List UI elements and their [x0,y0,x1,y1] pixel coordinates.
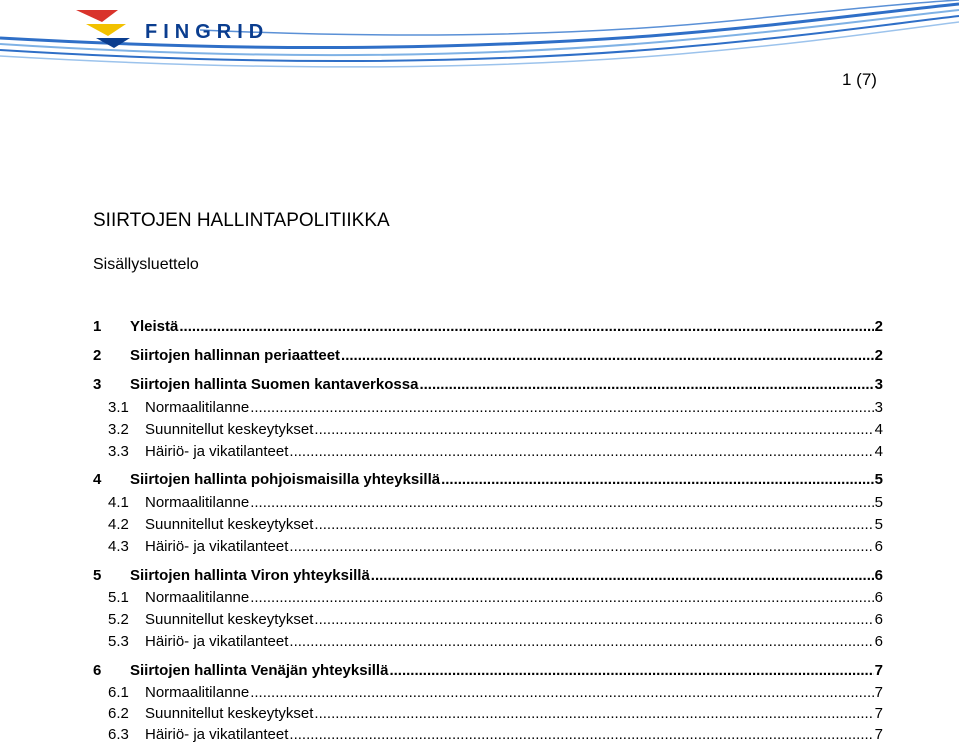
toc-entry-label: Siirtojen hallinnan periaatteet [130,347,341,364]
toc-entry-number: 5.3 [108,633,129,650]
toc-leader-dots [250,399,873,416]
toc-entry-label: Siirtojen hallinta Suomen kantaverkossa [130,376,419,393]
page-number: 1 (7) [842,70,877,89]
toc-entry-number: 6.2 [108,705,129,722]
toc-leader-dots [314,611,873,628]
toc-entry-number: 4.1 [108,494,129,511]
toc-entry-number: 4.2 [108,516,129,533]
toc-entry[interactable] [93,471,883,488]
document-title: SIIRTOJEN HALLINTAPOLITIIKKA [93,210,390,231]
toc-leader-dots [179,318,873,335]
toc-entry-label: Häiriö- ja vikatilanteet [145,726,289,743]
toc-leader-dots [289,633,873,650]
toc-entry[interactable] [93,538,883,555]
toc-entry[interactable] [93,726,883,743]
toc-entry[interactable] [93,516,883,533]
toc-entry-number: 3 [93,376,102,393]
toc-entry-page: 3 [874,376,883,393]
toc-entry-page: 3 [874,399,883,416]
toc-leader-dots [250,684,873,701]
toc-leader-dots [289,538,873,555]
toc-leader-dots [441,471,874,488]
toc-entry[interactable] [93,494,883,511]
toc-entry[interactable] [93,421,883,438]
toc-entry-page: 6 [874,611,883,628]
toc-leader-dots [314,705,873,722]
fingrid-stripes-graphic [0,0,959,80]
toc-entry[interactable] [93,611,883,628]
toc-entry-number: 4.3 [108,538,129,555]
toc-entry-label: Suunnitellut keskeytykset [145,516,314,533]
toc-entry[interactable] [93,633,883,650]
toc-entry-label: Siirtojen hallinta pohjoismaisilla yhteyksillä [130,471,441,488]
toc-entry-page: 7 [874,684,883,701]
toc-entry[interactable] [93,589,883,606]
toc-entry-page: 4 [874,421,883,438]
toc-entry-number: 1 [93,318,102,335]
toc-entry-label: Siirtojen hallinta Viron yhteyksillä [130,567,370,584]
toc-entry-page: 6 [874,567,883,584]
letterhead [0,0,959,80]
toc-leader-dots [250,494,873,511]
toc-entry-label: Häiriö- ja vikatilanteet [145,633,289,650]
toc-leader-dots [371,567,874,584]
toc-leader-dots [419,376,873,393]
toc-entry-page: 6 [874,538,883,555]
toc-entry[interactable] [93,443,883,460]
toc-entry-page: 7 [874,705,883,722]
toc-heading: Sisällysluettelo [93,256,199,273]
toc-entry-label: Normaalitilanne [145,494,250,511]
toc-entry-number: 6.3 [108,726,129,743]
toc-entry-page: 7 [874,726,883,743]
toc-entry-page: 7 [874,662,883,679]
toc-entry-label: Suunnitellut keskeytykset [145,705,314,722]
toc-entry-page: 5 [874,516,883,533]
toc-entry-page: 6 [874,589,883,606]
toc-entry[interactable] [93,705,883,722]
toc-entry-page: 2 [874,318,883,335]
toc-entry-label: Normaalitilanne [145,399,250,416]
toc-entry-number: 4 [93,471,102,488]
toc-entry-label: Normaalitilanne [145,684,250,701]
toc-leader-dots [389,662,873,679]
toc-entry-page: 4 [874,443,883,460]
toc-entry-label: Yleistä [130,318,179,335]
toc-leader-dots [250,589,873,606]
toc-entry[interactable] [93,376,883,393]
toc-entry[interactable] [93,318,883,335]
toc-entry-number: 6 [93,662,102,679]
toc-leader-dots [314,421,873,438]
toc-leader-dots [289,443,873,460]
toc-entry-number: 5.1 [108,589,129,606]
toc-entry[interactable] [93,399,883,416]
toc-entry[interactable] [93,567,883,584]
toc-entry[interactable] [93,662,883,679]
toc-entry-label: Häiriö- ja vikatilanteet [145,538,289,555]
toc-leader-dots [289,726,873,743]
toc-entry-label: Häiriö- ja vikatilanteet [145,443,289,460]
brand-wordmark: FINGRID [145,21,270,43]
toc-entry-number: 2 [93,347,102,364]
toc-entry-label: Suunnitellut keskeytykset [145,611,314,628]
toc-entry-page: 2 [874,347,883,364]
toc-entry-label: Siirtojen hallinta Venäjän yhteyksillä [130,662,389,679]
toc-leader-dots [341,347,874,364]
toc-leader-dots [314,516,873,533]
toc-entry-page: 5 [874,494,883,511]
toc-entry[interactable] [93,347,883,364]
toc-entry-number: 3.3 [108,443,129,460]
toc-entry-number: 6.1 [108,684,129,701]
toc-entry[interactable] [93,684,883,701]
toc-entry-number: 3.2 [108,421,129,438]
toc-entry-page: 6 [874,633,883,650]
toc-entry-label: Normaalitilanne [145,589,250,606]
toc-entry-label: Suunnitellut keskeytykset [145,421,314,438]
toc-entry-number: 3.1 [108,399,129,416]
toc-entry-number: 5.2 [108,611,129,628]
toc-entry-number: 5 [93,567,102,584]
toc-entry-page: 5 [874,471,883,488]
